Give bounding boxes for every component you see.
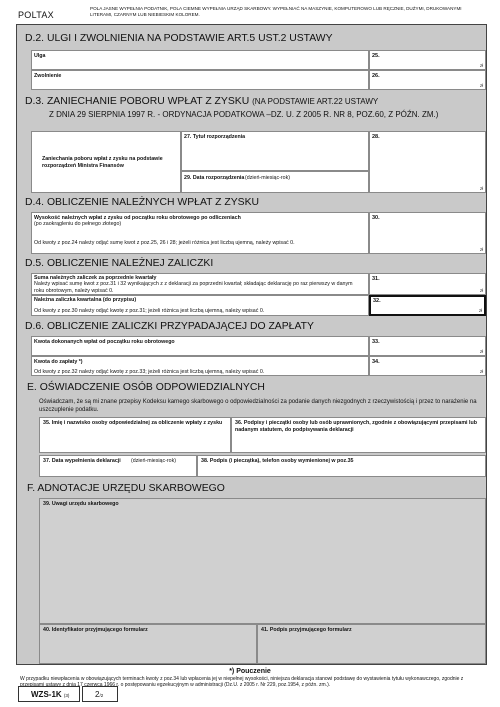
wysokosc-sub: (po zaokrągleniu do pełnego złotego) [34, 221, 122, 227]
section-d4-title: D.4. OBLICZENIE NALEŻNYCH WPŁAT Z ZYSKU [25, 197, 260, 208]
field-36-label: 36. Podpisy i pieczątki osoby lub osób uprawnionych, zgodnie z obowiązującymi przepisami lub nadanym statutem, do podpisywania deklaracji [235, 420, 477, 433]
field-29-label: 29. Data rozporządzenia [184, 175, 245, 181]
section-d3-title-sub2: Z DNIA 29 SIERPNIA 1997 R. - ORDYNACJA PODATKOWA –DZ. U. Z 2005 R. NR 8, POZ.60, Z PÓŹN. ZM.) [49, 110, 439, 119]
section-d6-title: D.6. OBLICZENIE ZALICZKI PRZYPADAJĄCEJ DO ZAPŁATY [25, 321, 314, 332]
zaniechania-label-box [31, 131, 181, 193]
nalezna-hint: Od kwoty z poz.30 należy odjąć kwotę z poz.31; jeżeli różnica jest liczbą ujemną, należy wpisać 0. [34, 308, 265, 314]
field-25[interactable] [369, 50, 486, 70]
field-37-label: 37. Data wypełnienia deklaracji [43, 458, 121, 464]
form-page [16, 24, 487, 665]
field-41-label: 41. Podpis przyjmującego formularz [261, 627, 352, 633]
field-34-unit: zł [479, 369, 483, 374]
form-id-code: WZS-1K [31, 690, 62, 699]
page-number [82, 686, 118, 702]
field-ulga-label-box [31, 50, 369, 70]
field-28[interactable] [369, 131, 486, 193]
field-41[interactable] [257, 624, 486, 664]
field-33-unit: zł [479, 349, 483, 354]
field-32-number: 32. [373, 298, 381, 304]
field-32-unit: zł [478, 308, 482, 313]
form-id [18, 686, 80, 702]
kwota-dokonanych-label: Kwota dokonanych wpłat od początku roku obrotowego [34, 339, 175, 345]
pouczenie-title: *) Pouczenie [229, 668, 271, 675]
nalezna-label-box [31, 295, 369, 316]
form-system-title: POLTAX [18, 10, 54, 20]
field-30-unit: zł [479, 247, 483, 252]
field-31-number: 31. [372, 276, 380, 282]
section-d3-title [25, 96, 494, 107]
field-29[interactable] [181, 171, 369, 193]
section-f-title: F. ADNOTACJE URZĘDU SKARBOWEGO [27, 483, 225, 494]
suma-label: Suma należnych zaliczek za poprzednie kwartały [34, 275, 157, 281]
wysokosc-label: Wysokość należnych wpłat z zysku od początku roku obrotowego po odliczeniach [34, 215, 241, 221]
field-30-number: 30. [372, 215, 380, 221]
suma-label-box [31, 273, 369, 295]
field-26[interactable] [369, 70, 486, 90]
field-35[interactable] [39, 417, 231, 453]
field-31-unit: zł [479, 288, 483, 293]
ulga-label: Ulga [34, 53, 46, 59]
field-34-number: 34. [372, 359, 380, 365]
field-37-hint: (dzień-miesiąc-rok) [131, 458, 177, 464]
field-zwolnienie-label-box [31, 70, 369, 90]
section-d3-title-sub1: (NA PODSTAWIE ART.22 USTAWY [252, 97, 379, 106]
filling-instructions: POLA JASNE WYPEŁNIA PODATNIK, POLA CIEMNE WYPEŁNIA URZĄD SKARBOWY. WYPEŁNIAĆ NA MASZYNIE, KOMPUTEROWO LUB RĘCZNIE, DUŻYMI, DRUKOWANYMI LITERAMI, CZARNYM LUB NIEBIESKIM KOLOREM. [90, 6, 462, 17]
zaniechania-label: Zaniechania poboru wpłat z zysku na podstawie rozporządzeń Ministra Finansów [42, 156, 163, 169]
field-34[interactable] [369, 356, 486, 376]
field-38-label: 38. Podpis (i pieczątka), telefon osoby wymienionej w poz.35 [201, 458, 354, 464]
field-40-label: 40. Identyfikator przyjmującego formularz [43, 627, 148, 633]
statement-text: Oświadczam, że są mi znane przepisy Kodeksu karnego skarbowego o odpowiedzialności za podanie danych niezgodnych z rzeczywistością i przez to narażenie na uszczuplenie podatku. [39, 399, 477, 413]
field-27[interactable] [181, 131, 369, 171]
field-38[interactable] [197, 455, 486, 477]
form-id-version: (3) [63, 693, 70, 698]
kwota-dokonanych-label-box [31, 336, 369, 356]
field-33[interactable] [369, 336, 486, 356]
field-28-number: 28. [372, 134, 380, 140]
section-d3-title-main: D.3. ZANIECHANIE POBORU WPŁAT Z ZYSKU [25, 96, 250, 107]
kwota-do-zaplaty-label-box [31, 356, 369, 376]
wysokosc-hint: Od kwoty z poz.24 należy odjąć sumę kwot z poz.25, 26 i 28; jeżeli różnica jest liczbą ujemną, należy wpisać 0. [34, 240, 295, 246]
field-39[interactable] [39, 498, 486, 624]
suma-hint: Należy wpisać sumę kwot z poz.31 i 32 wynikających z z deklaracji za poprzedni kwartał; składając deklarację po raz pierwszy w danym roku obrotowym, należy wpisać 0. [34, 281, 353, 294]
field-26-unit: zł [479, 83, 483, 88]
section-e-title: E. OŚWIADCZENIE OSÓB ODPOWIEDZIALNYCH [27, 382, 265, 393]
field-30[interactable] [369, 212, 486, 254]
nalezna-label: Należna zaliczka kwartalna (do przypisu) [34, 297, 137, 303]
pouczenie-text: W przypadku niewpłacenia w obowiązujących terminach kwoty z poz.34 lub wpłacenia jej w niepełnej wysokości, niniejsza deklaracja stanowi podstawę do wystawienia tytułu wykonawczego, zgodnie z przepisami ustawy z dnia 17 czerwca 1966 r. o postępowaniu egzekucyjnym w administracji (Dz.U. z 2005 r. Nr 229, poz.1954, z późn. zm.). [20, 676, 464, 689]
field-29-hint: (dzień-miesiąc-rok) [245, 175, 291, 181]
field-36[interactable] [231, 417, 486, 453]
field-32[interactable] [369, 295, 486, 316]
field-37[interactable] [39, 455, 197, 477]
field-39-label: 39. Uwagi urzędu skarbowego [43, 501, 119, 507]
section-d5-title: D.5. OBLICZENIE NALEŻNEJ ZALICZKI [25, 258, 214, 269]
section-d2-title: D.2. ULGI I ZWOLNIENIA NA PODSTAWIE ART.5 UST.2 USTAWY [25, 33, 333, 44]
page-current: 2 [95, 690, 100, 699]
field-28-unit: zł [479, 186, 483, 191]
field-26-number: 26. [372, 73, 380, 79]
field-27-label: 27. Tytuł rozporządzenia [184, 134, 246, 140]
zwolnienie-label: Zwolnienie [34, 73, 62, 79]
kwota-do-zaplaty-hint: Od kwoty z poz.32 należy odjąć kwotę z poz.33; jeżeli różnica jest liczbą ujemną, należy wpisać 0. [34, 369, 265, 375]
field-40[interactable] [39, 624, 257, 664]
kwota-do-zaplaty-label: Kwota do zapłaty *) [34, 359, 83, 365]
field-35-label: 35. Imię i nazwisko osoby odpowiedzialnej za obliczenie wpłaty z zysku [43, 420, 223, 426]
wysokosc-label-box [31, 212, 369, 254]
field-25-unit: zł [479, 63, 483, 68]
field-25-number: 25. [372, 53, 380, 59]
field-33-number: 33. [372, 339, 380, 345]
field-31[interactable] [369, 273, 486, 295]
page-total: /2 [99, 693, 104, 698]
